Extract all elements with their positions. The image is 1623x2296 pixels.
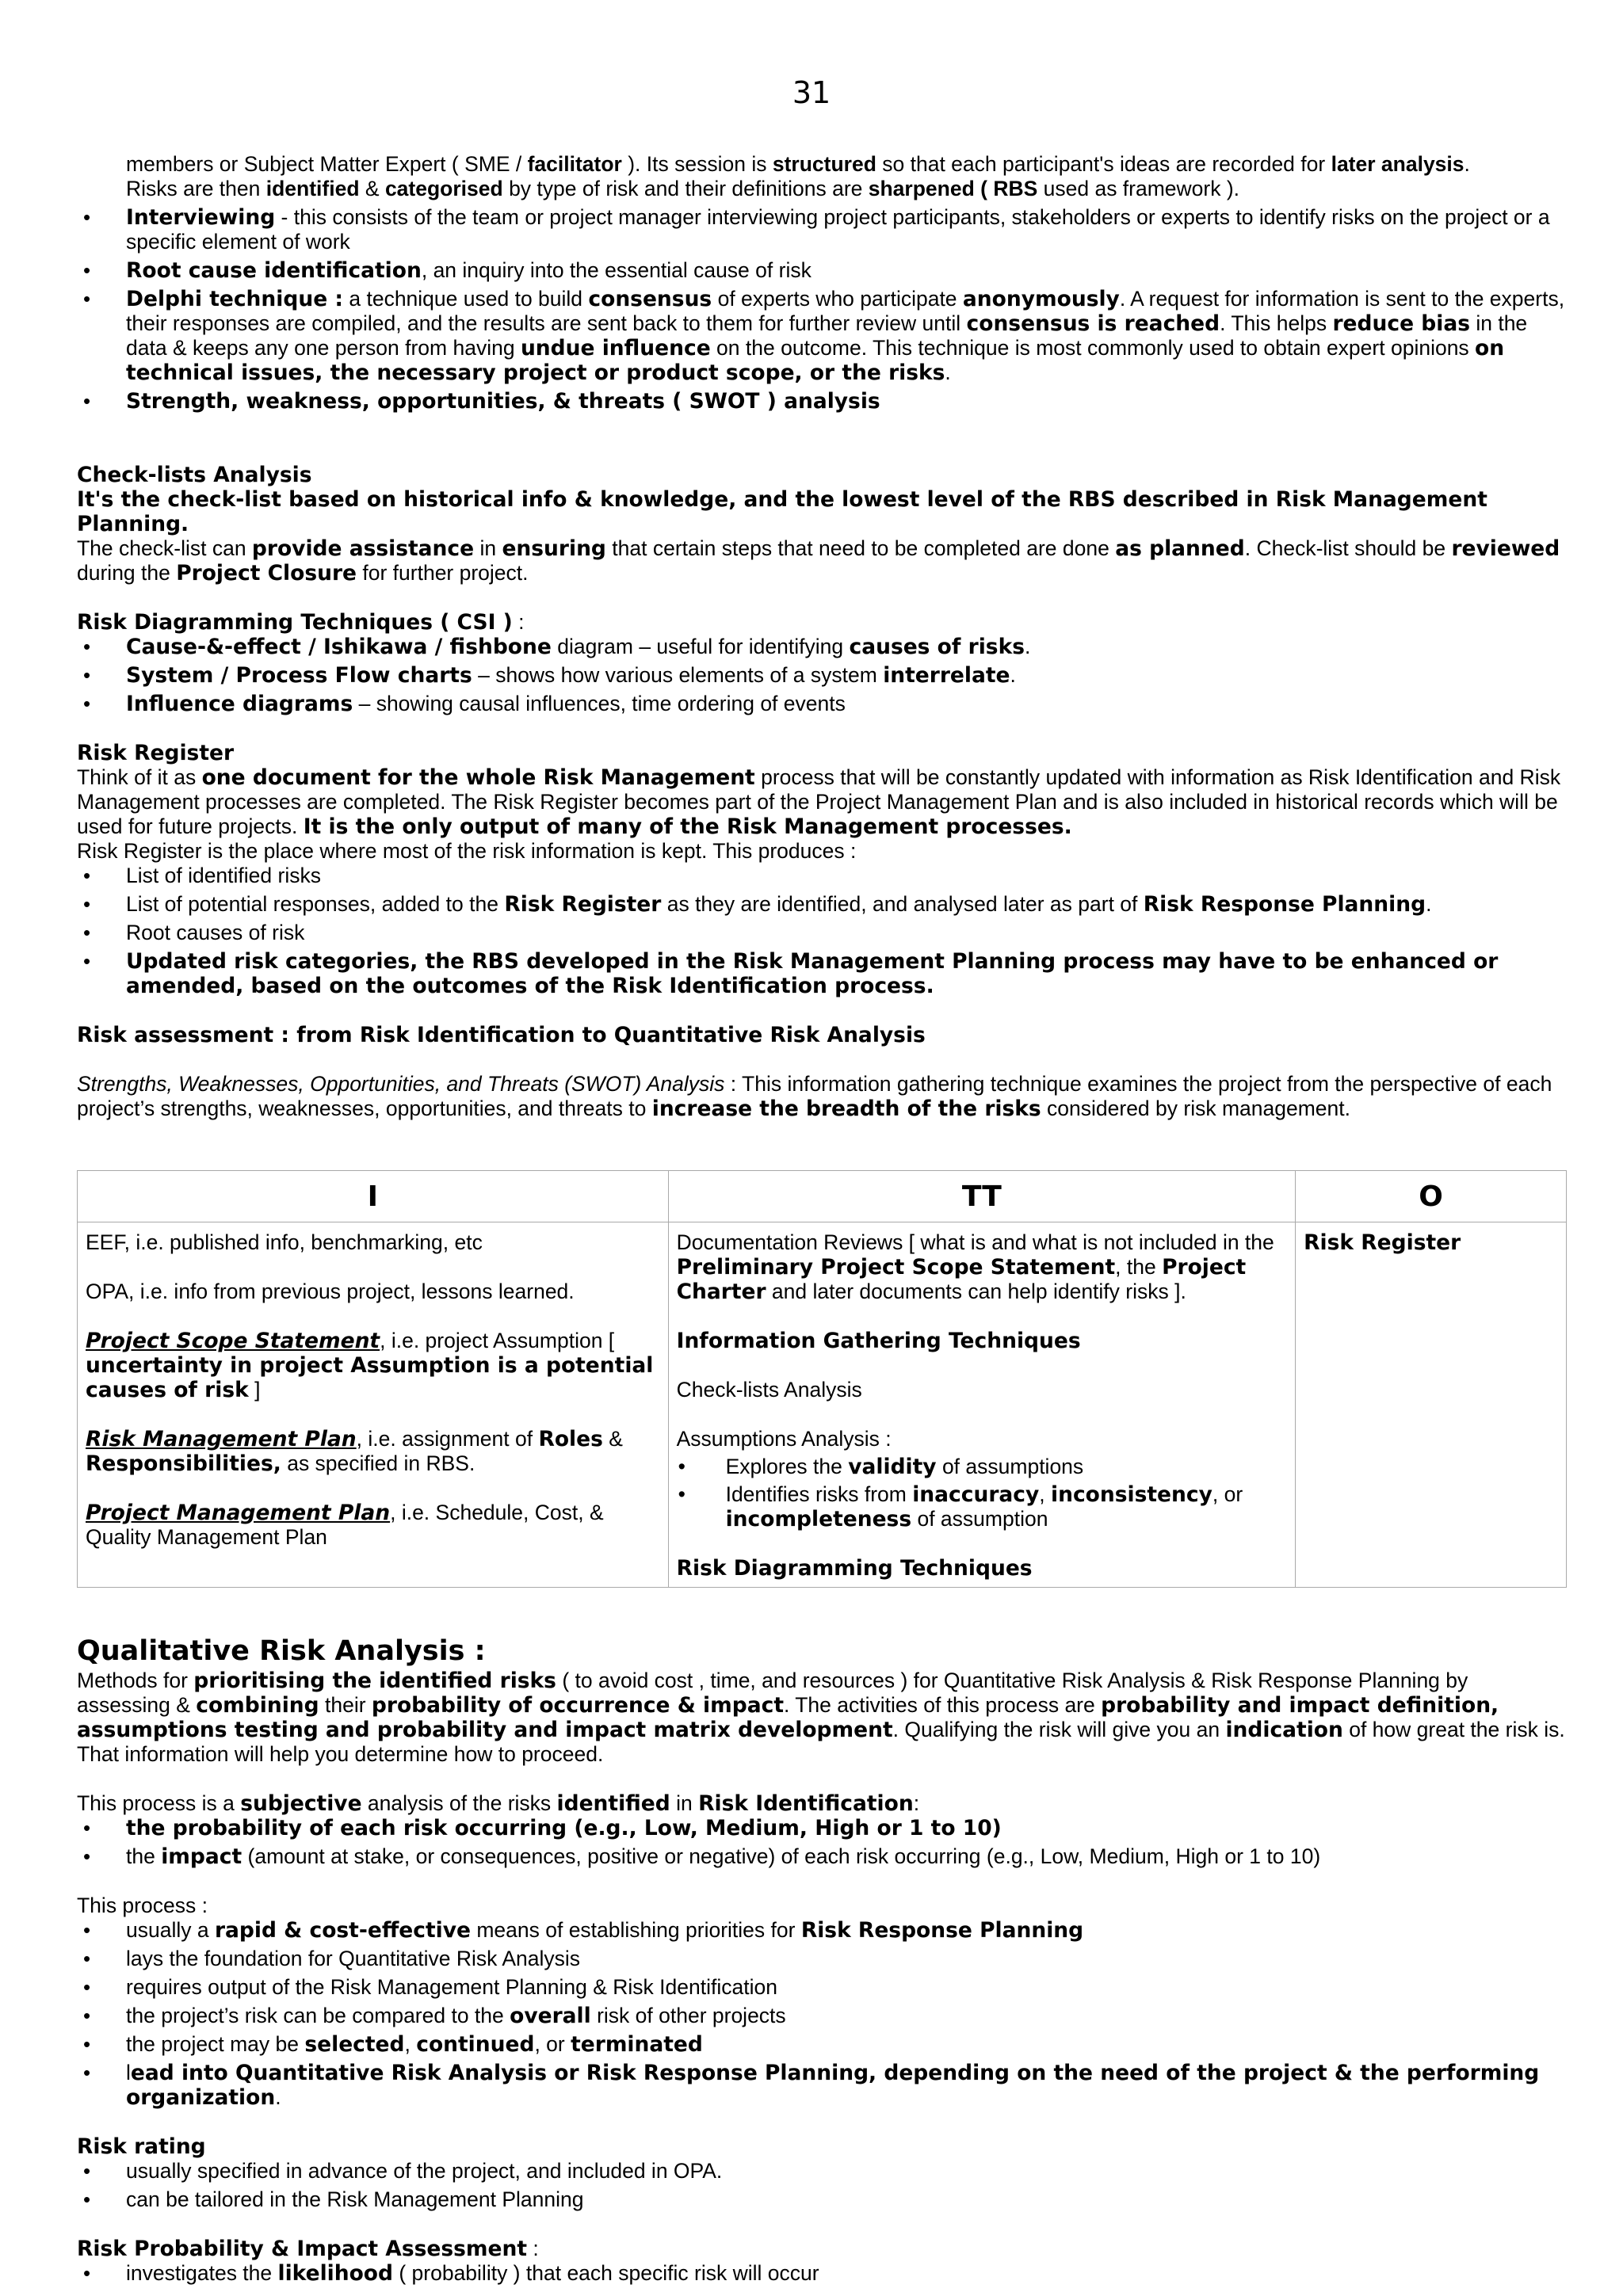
list-item: • Root causes of risk [77,921,1567,945]
table-row [78,1222,1567,1588]
input-opa: OPA, i.e. info from previous project, lessons learned. [86,1280,575,1303]
list-item: • Cause-&-effect / Ishikawa / fishbone diagram – useful for identifying causes of risks. [77,635,1567,659]
tool-doc-reviews: Documentation Reviews [ what is and what is not included in the Preliminary Project Scope Statement, the Project Charter and later documents can help identify risks ]. [676,1230,1274,1304]
rating-list [77,2159,1567,2212]
list-item: • lays the foundation for Quantitative Risk Analysis [77,1947,1567,1971]
swot-paragraph: Strengths, Weaknesses, Opportunities, and Threats (SWOT) Analysis : This information gathering technique examines the project from the perspective of each project’s strengths, weaknesses, opportunities, and threats to increase the breadth of the risks considered by risk management. [77,1072,1552,1121]
diagramming-heading: Risk Diagramming Techniques ( CSI ) : [77,610,525,635]
list-item: • List of identified risks [77,864,1567,888]
list-item: • System / Process Flow charts – shows how various elements of a system interrelate. [77,663,1567,688]
checklist-bold-line: It's the check-list based on historical info & knowledge, and the lowest level of the RBS described in Risk Management Planning. [77,487,1487,536]
itto-table [77,1170,1567,1588]
list-item: • requires output of the Risk Management Planning & Risk Identification [77,1975,1567,2000]
probability-list [77,2261,1567,2286]
register-list [77,864,1567,998]
list-item: • lead into Quantitative Risk Analysis or Risk Response Planning, depending on the need of the project & the performing organization. [77,2061,1567,2110]
list-item: • List of potential responses, added to the Risk Register as they are identified, and analysed later as part of Risk Response Planning. [77,892,1567,917]
tool-cla: Check-lists Analysis [676,1378,862,1402]
list-item: • Explores the validity of assumptions [677,1455,1288,1479]
checklist-body: The check-list can provide assistance in ensuring that certain steps that need to be completed are done as planned. Check-list should be reviewed during the Project Closure for further project. [77,536,1560,585]
list-item: • the project’s risk can be compared to the overall risk of other projects [77,2004,1567,2028]
tool-igt: Information Gathering Techniques [676,1329,1081,1353]
assessment-heading: Risk assessment : from Risk Identification to Quantitative Risk Analysis [77,1023,926,1047]
table-header-row [78,1171,1567,1222]
techniques-list [77,205,1567,414]
list-item: • Identifies risks from inaccuracy, inconsistency, or incompleteness of assumption [677,1482,1288,1531]
qualitative-p3: This process : [77,1894,208,1917]
list-item: • can be tailored in the Risk Management Planning [77,2187,1567,2212]
tools-cell [668,1222,1296,1588]
page-number: 31 [792,75,831,110]
tool-rdt: Risk Diagramming Techniques [676,1556,1033,1581]
list-item: • the project may be selected, continued, or terminated [77,2032,1567,2057]
list-item: • usually a rapid & cost-effective means of establishing priorities for Risk Response Planning [77,1918,1567,1943]
probability-heading: Risk Probability & Impact Assessment : [77,2237,539,2261]
qualitative-heading: Qualitative Risk Analysis : [77,1635,486,1667]
input-eef: EEF, i.e. published info, benchmarking, etc [86,1230,483,1254]
list-item: • Strength, weakness, opportunities, & threats ( SWOT ) analysis [77,389,1567,414]
header-tools: TT [668,1171,1296,1222]
intro-line-2: Risks are then identified & categorised by type of risk and their definitions are sharpened ( RBS used as framework ). [126,177,1240,200]
list-item: • Influence diagrams – showing causal influences, time ordering of events [77,692,1567,716]
list-item: • the probability of each risk occurring (e.g., Low, Medium, High or 1 to 10) [77,1816,1567,1840]
intro-line-1: members or Subject Matter Expert ( SME / facilitator ). Its session is structured so that each participant's ideas are recorded for later analysis. [126,152,1470,176]
input-pmp: Project Management Plan, i.e. Schedule, Cost, & Quality Management Plan [86,1501,604,1549]
inputs-cell [78,1222,669,1588]
input-pss: Project Scope Statement, i.e. project Assumption [ uncertainty in project Assumption is a potential causes of risk ] [86,1329,654,1402]
rating-heading: Risk rating [77,2134,206,2159]
checklist-heading: Check-lists Analysis [77,463,312,487]
page-content [77,152,1567,2286]
diagramming-list [77,635,1567,716]
list-item: • investigates the likelihood ( probability ) that each specific risk will occur [77,2261,1567,2286]
input-rmp: Risk Management Plan, i.e. assignment of Roles & Responsibilities, as specified in RBS. [86,1427,623,1476]
list-item: • the impact (amount at stake, or consequences, positive or negative) of each risk occurring (e.g., Low, Medium, High or 1 to 10) [77,1844,1567,1869]
list-item: • Root cause identification, an inquiry into the essential cause of risk [77,258,1567,283]
tool-aa: Assumptions Analysis : [676,1427,892,1451]
outputs-cell [1296,1222,1567,1588]
register-line-2: Risk Register is the place where most of the risk information is kept. This produces : [77,839,857,863]
qualitative-p1: Methods for prioritising the identified risks ( to avoid cost , time, and resources ) for Quantitative Risk Analysis & Risk Response Planning by assessing & combining their probability of occurrence & impact. The activities of this process are probability and impact definition, assumptions testing and probability and impact matrix development. Qualifying the risk will give you an indication of how great the risk is. That information will help you determine how to proceed. [77,1669,1565,1766]
list-item: • Delphi technique : a technique used to build consensus of experts who participate anonymously. A request for information is sent to the experts, their responses are compiled, and the results are sent back to them for further review until consensus is reached. This helps reduce bias in the data & keeps any one person from having undue influence on the outcome. This technique is most commonly used to obtain expert opinions on technical issues, the necessary project or product scope, or the risks. [77,287,1567,385]
assumptions-list [677,1455,1288,1531]
header-inputs: I [78,1171,669,1222]
qualitative-list-1 [77,1816,1567,1869]
output-risk-register: Risk Register [1304,1230,1461,1255]
list-item: • Updated risk categories, the RBS developed in the Risk Management Planning process may have to be enhanced or amended, based on the outcomes of the Risk Identification process. [77,949,1567,998]
register-body: Think of it as one document for the whole Risk Management process that will be constantly updated with information as Risk Identification and Risk Management processes are completed. The Risk Register becomes part of the Project Management Plan and is also included in historical records which will be used for future projects. It is the only output of many of the Risk Management processes. [77,765,1561,839]
list-item: • Interviewing - this consists of the team or project manager interviewing project participants, stakeholders or experts to identify risks on the project or a specific element of work [77,205,1567,254]
header-outputs: O [1296,1171,1567,1222]
register-heading: Risk Register [77,741,235,765]
qualitative-list-2 [77,1918,1567,2110]
qualitative-p2: This process is a subjective analysis of the risks identified in Risk Identification: [77,1791,920,1816]
list-item: • usually specified in advance of the project, and included in OPA. [77,2159,1567,2183]
